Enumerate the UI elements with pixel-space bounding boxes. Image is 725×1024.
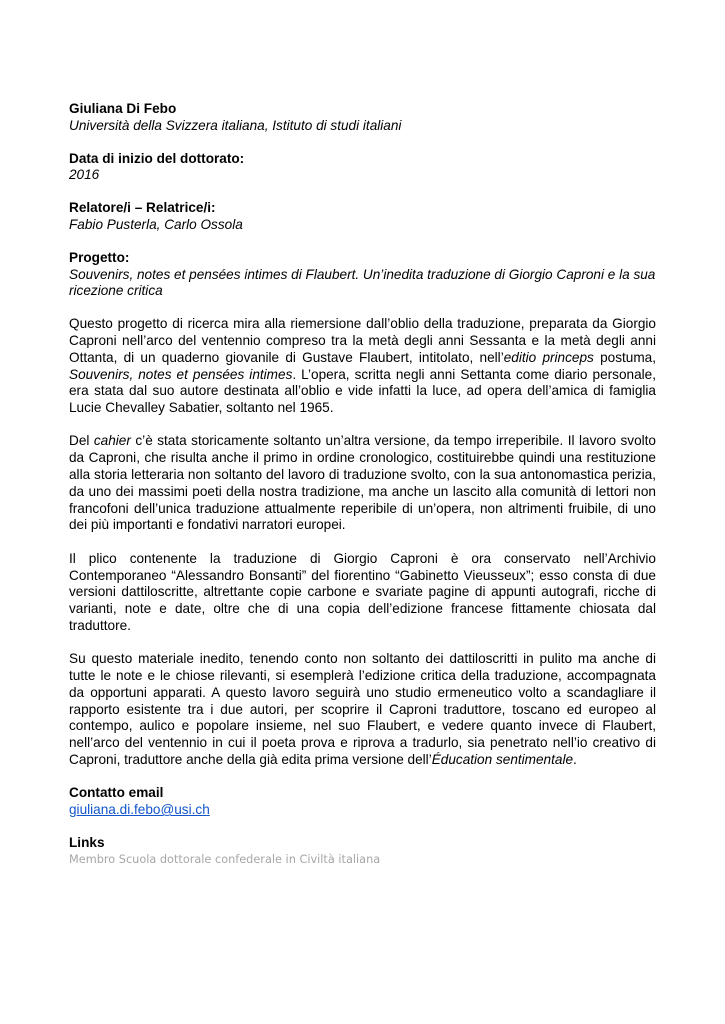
project-title: Souvenirs, notes et pensées intimes di Flaubert. Un’inedita traduzione di Giorgio Caproni e la sua ricezione critica bbox=[69, 266, 656, 299]
document-body bbox=[69, 101, 656, 884]
paragraph-4-text-a: Su questo materiale inedito, tenendo conto non soltanto dei dattiloscritti in pulito ma anche di tutte le note e le chiose rilevanti, si esemplerà l’edizione critica della traduzione, accompagnata da opportuni apparati. A questo lavoro seguirà uno studio ermeneutico volto a scandagliare il rapporto esistente tra i due autori, per scoprire il Caproni traduttore, toscano ed europeo al contempo, aulico e popolare insieme, nel suo Flaubert, e vedere quanto invece di Flaubert, nell’arco del ventennio in cui il poeta prova e riprova a tradurlo, sia penetrato nell’io creativo di Caproni, traduttore anche della già edita prima versione dell’ bbox=[69, 651, 656, 767]
paragraph-2-italic-b: cahier bbox=[93, 433, 131, 449]
paragraph-2-text-c: c’è stata storicamente soltanto un’altra versione, da tempo irreperibile. Il lavoro svolto da Caproni, che risulta anche il primo in ordine cronologico, costituirebbe quindi una restituzione alla storia letteraria non soltanto del lavoro di traduzione svolto, con la sua antonomastica perizia, da uno dei massimi poeti della nostra tradizione, ma anche un lascito alla comunità di lettori non francofoni dell’unica traduzione attualmente reperibile di un’opera, non altrimenti fruibile, di uno dei più importanti e fondativi narratori europei. bbox=[69, 433, 656, 533]
start-date-value: 2016 bbox=[69, 167, 100, 183]
supervisors-value: Fabio Pusterla, Carlo Ossola bbox=[69, 216, 243, 232]
paragraph-1-text-a: Questo progetto di ricerca mira alla riemersione dall’oblio della traduzione, preparata da Giorgio Caproni nell’arco del ventennio compreso tra la metà degli anni Sessanta e la metà degli anni Ottanta, di un quaderno giovanile di Gustave Flaubert, intitolato, nell’ bbox=[69, 316, 656, 365]
links-block bbox=[69, 835, 656, 868]
paragraph-1-italic-b: editio princeps bbox=[503, 349, 594, 365]
author-name: Giuliana Di Febo bbox=[69, 101, 177, 116]
start-date-label: Data di inizio del dottorato: bbox=[69, 150, 245, 166]
contact-email-link[interactable]: giuliana.di.febo@usi.ch bbox=[69, 802, 210, 818]
project-block bbox=[69, 250, 656, 300]
paragraph-4 bbox=[69, 651, 656, 769]
paragraph-3: Il plico contenente la traduzione di Giorgio Caproni è ora conservato nell’Archivio Contemporaneo “Alessandro Bonsanti” del fiorentino “Gabinetto Vieusseux”; esso consta di due versioni dattiloscritte, altrettante copie carbone e svariate pagine di appunti autografi, ricche di varianti, note e date, oltre che di una copia dell’edizione francese fittamente chiosata dal traduttore. bbox=[69, 550, 656, 633]
supervisors-label: Relatore/i – Relatrice/i: bbox=[69, 200, 216, 216]
paragraph-1 bbox=[69, 316, 656, 417]
project-label: Progetto: bbox=[69, 249, 130, 265]
paragraph-2-text-a: Del bbox=[69, 433, 94, 449]
author-affiliation: Università della Svizzera italiana, Istituto di studi italiani bbox=[69, 117, 402, 133]
contact-block bbox=[69, 785, 656, 819]
links-item: Membro Scuola dottorale confederale in Civiltà italiana bbox=[69, 852, 381, 866]
supervisors-block bbox=[69, 200, 656, 234]
paragraph-4-text-c: . bbox=[573, 752, 577, 767]
paragraph-2 bbox=[69, 433, 656, 534]
paragraph-1-text-c: postuma, bbox=[593, 349, 656, 365]
links-label: Links bbox=[69, 834, 105, 850]
contact-label: Contatto email bbox=[69, 785, 164, 801]
paragraph-1-text-e: . L’opera, scritta negli anni Settanta come diario personale, era stata dal suo autore destinata all’oblio e vide infatti la luce, ad opera dell’amica di famiglia Lucie Chevalley Sabatier, soltanto nel 1965. bbox=[69, 366, 656, 416]
paragraph-1-italic-d: Souvenirs, notes et pensées intimes bbox=[69, 366, 293, 382]
paragraph-4-italic-b: Éducation sentimentale bbox=[431, 752, 574, 767]
author-block bbox=[69, 101, 656, 135]
start-date-block bbox=[69, 151, 656, 185]
